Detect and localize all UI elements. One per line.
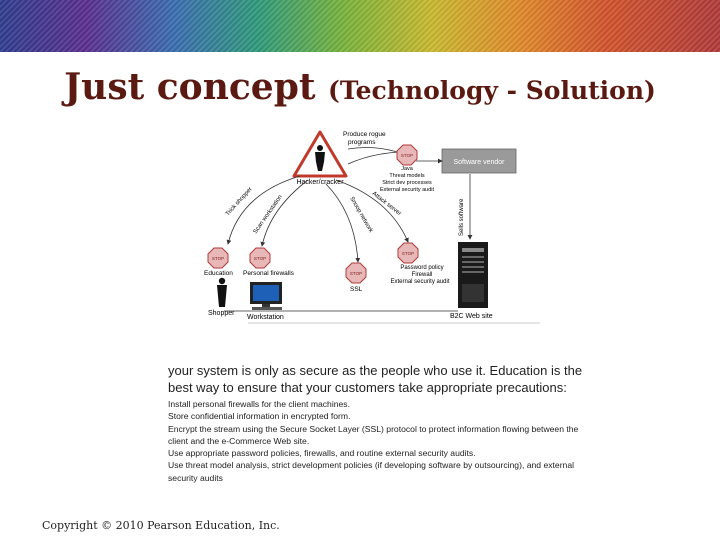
scan-workstation-label: Scan workstation (252, 194, 284, 236)
vendor-label: Software vendor (453, 159, 505, 166)
arrow-vendor-to-hacker (348, 152, 398, 164)
firewalls-label: Personal firewalls (243, 270, 294, 277)
server-note-2: Firewall (411, 272, 433, 278)
ssl-stop-icon (346, 263, 366, 283)
vendor-note-4: External security audit (379, 187, 435, 193)
education-label: Education (204, 270, 233, 277)
point-1: Install personal firewalls for the client machines. (168, 399, 350, 409)
point-2: Store confidential information in encrypted form. (168, 411, 351, 422)
trick-shopper-label: Trick shopper (225, 186, 254, 218)
point-4: Use appropriate password policies, firewalls, and routine external security audits. (168, 448, 476, 459)
arrow-trick-shopper (228, 176, 300, 244)
server-note-3: External security audit (390, 279, 450, 285)
vendor-stop-icon (397, 145, 417, 165)
vendor-note-3: Strict dev processes (382, 180, 432, 186)
sells-software-label: Sells software (459, 198, 465, 236)
ssl-label: SSL (350, 286, 363, 293)
svg-text:STOP: STOP (211, 256, 225, 261)
server-stop-icon (398, 243, 418, 263)
point-5: Use threat model analysis, strict development policies (if developing software by outsourcing), and external security audits (168, 460, 575, 483)
svg-text:STOP: STOP (349, 271, 363, 276)
produce-rogue-line2: programs (348, 139, 376, 146)
copyright-notice: Copyright © 2010 Pearson Education, Inc. (42, 519, 280, 532)
hacker-warning-icon (294, 132, 346, 176)
education-stop-icon (208, 248, 228, 268)
server-note-1: Password policy (400, 265, 444, 271)
title-main: Just concept (64, 66, 316, 108)
vendor-note-2: Threat models (389, 173, 425, 179)
svg-text:STOP: STOP (253, 256, 267, 261)
shopper-person-icon (217, 278, 227, 307)
intro-paragraph: your system is only as secure as the people who use it. Education is the best way to ensure that your customers take appropriate precautions: (168, 363, 583, 395)
vendor-note-1: Java (401, 166, 413, 172)
firewalls-stop-icon (250, 248, 270, 268)
header-texture (0, 0, 720, 52)
workstation-computer-icon (250, 282, 282, 310)
point-3: Encrypt the stream using the Secure Socket Layer (SSL) protocol to protect information flowing between the client and the e-Commerce Web site. (168, 423, 579, 446)
snoop-network-label: Snoop network (348, 196, 374, 234)
body-text (168, 362, 588, 484)
svg-text:STOP: STOP (401, 251, 415, 256)
webserver-label: B2C Web site (450, 313, 493, 320)
produce-rogue-line1: Produce rogue (343, 131, 386, 138)
webserver-icon (458, 242, 488, 308)
attack-server-label: Attack server (370, 190, 403, 218)
title-sub: (Technology - Solution) (328, 76, 656, 105)
svg-text:STOP: STOP (400, 153, 414, 158)
slide-title (0, 66, 720, 108)
shopper-label: Shopper (208, 310, 235, 317)
workstation-label: Workstation (247, 314, 284, 321)
hacker-label: Hacker/cracker (296, 179, 344, 186)
security-diagram (200, 124, 540, 324)
